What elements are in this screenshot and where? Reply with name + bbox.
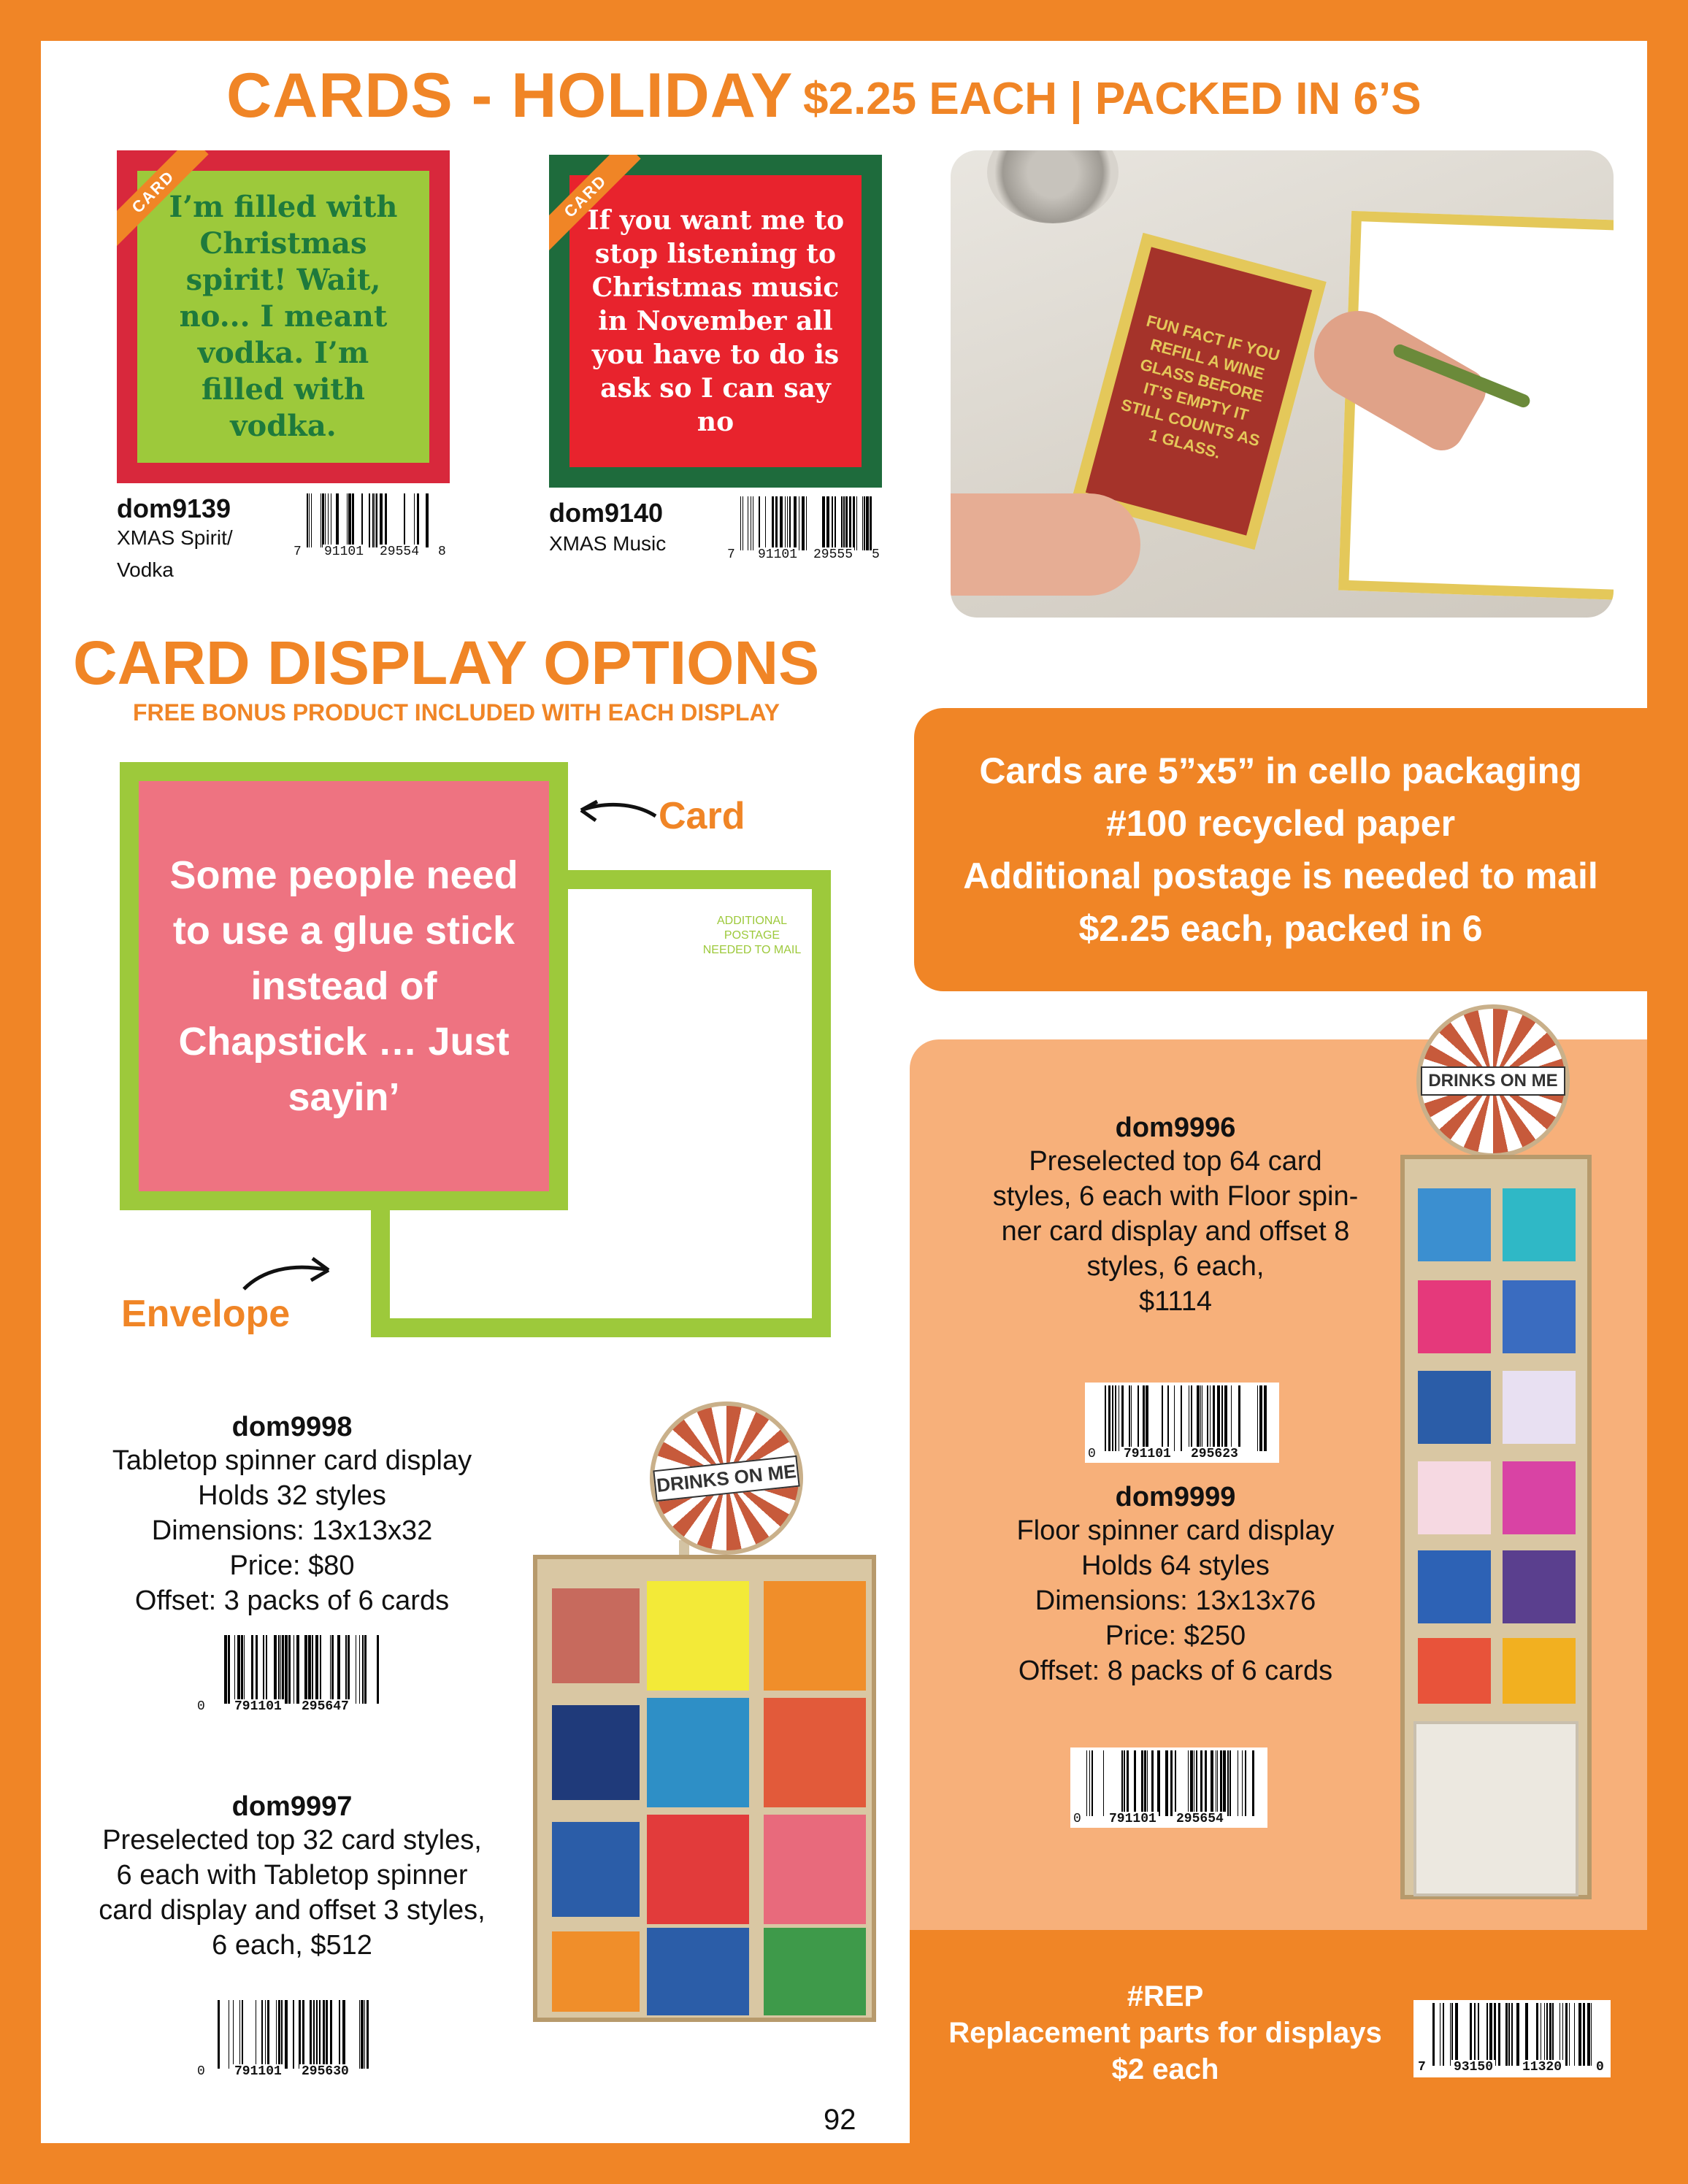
- product-line: card display and offset 3 styles,: [99, 1895, 486, 1926]
- card-label: Card: [659, 795, 745, 837]
- barcode-rep: [1413, 2000, 1611, 2077]
- display-card: [1418, 1280, 1491, 1353]
- barcode-digits: 91101: [324, 545, 364, 559]
- display-card: [1503, 1461, 1576, 1534]
- fun-fact-text: FUN FACT IF YOU REFILL A WINE GLASS BEFORE IT’S EMPTY IT STILL COUNTS AS 1 GLASS.: [1086, 247, 1312, 535]
- barcode-digits: 29554: [380, 545, 420, 559]
- barcode-digits: 791101: [1121, 1447, 1173, 1461]
- replacement-parts-text: [910, 1978, 1421, 2088]
- barcode-digit: 0: [197, 2064, 205, 2079]
- display-card: [552, 1705, 640, 1800]
- decor-disc: [987, 150, 1119, 223]
- display-card: [764, 1581, 866, 1691]
- barcode-bars: [212, 1635, 380, 1704]
- barcode-bars: [1086, 1750, 1254, 1816]
- product-block-dom9997: [80, 1791, 504, 1963]
- product-line: Tabletop spinner card display: [112, 1445, 472, 1476]
- holding-hand: [951, 493, 1140, 596]
- info-line: $2.25 each, packed in 6: [1078, 908, 1483, 949]
- barcode-dom9996: [1085, 1383, 1279, 1463]
- display-card: [1418, 1550, 1491, 1623]
- product-line: Dimensions: 13x13x76: [1035, 1585, 1316, 1616]
- barcode-digit: 7: [1418, 2060, 1426, 2075]
- barcode-digit: 0: [1088, 1447, 1096, 1461]
- display-card: [552, 1588, 640, 1683]
- sku-dom9999: dom9999: [1115, 1482, 1236, 1512]
- info-line: Cards are 5”x5” in cello packaging: [979, 750, 1582, 791]
- floor-spinner-photo: [1387, 1004, 1606, 1910]
- page-subtitle: $2.25 EACH | PACKED IN 6’S: [803, 74, 1422, 124]
- barcode-digits: 791101: [232, 1699, 284, 1714]
- display-card: [1418, 1371, 1491, 1444]
- barcode-digits: 11320: [1520, 2060, 1564, 2075]
- spinner-body: [1400, 1155, 1592, 1899]
- info-line: Additional postage is needed to mail: [963, 855, 1598, 896]
- display-card: [764, 1815, 866, 1924]
- card-writing-photo: [951, 150, 1614, 618]
- drinks-on-me-logo: [650, 1401, 803, 1555]
- barcode-digits: 295630: [299, 2064, 351, 2079]
- barcode-digits: 295623: [1189, 1447, 1240, 1461]
- display-card: [1503, 1638, 1576, 1704]
- sku-dom9998: dom9998: [231, 1412, 353, 1442]
- barcode-dom9139: [294, 493, 447, 558]
- product-line: $1114: [1138, 1286, 1213, 1317]
- display-card: [647, 1928, 749, 2015]
- section-subtitle-display-options: FREE BONUS PRODUCT INCLUDED WITH EACH DISPLAY: [133, 699, 780, 726]
- display-card: [1418, 1188, 1491, 1261]
- envelope-label: Envelope: [121, 1293, 291, 1335]
- barcode-digit: 0: [1073, 1812, 1081, 1826]
- barcode-bars: [1101, 1385, 1269, 1451]
- barcode-digits: 295647: [299, 1699, 351, 1714]
- sku-dom9140: dom9140: [549, 498, 664, 528]
- display-card: [1503, 1371, 1576, 1444]
- barcode-dom9997: [197, 2000, 380, 2080]
- product-block-dom9996: [971, 1112, 1380, 1319]
- rep-sku: #REP: [1127, 1980, 1204, 2012]
- card-arrow-icon: [577, 797, 657, 826]
- product-line: 6 each, $512: [212, 1930, 372, 1961]
- barcode-digit: 7: [294, 545, 302, 559]
- product-line: Holds 64 styles: [1081, 1550, 1270, 1581]
- product-line: styles, 6 each with Floor spin-: [992, 1181, 1359, 1212]
- spinner-base: [1413, 1721, 1578, 1896]
- product-line: Offset: 3 packs of 6 cards: [134, 1585, 450, 1616]
- barcode-digit: 8: [438, 545, 446, 559]
- product-image-dom9140: [549, 155, 882, 488]
- sku-desc-line1: XMAS Spirit/: [117, 526, 233, 549]
- drinks-on-me-logo: [1416, 1004, 1570, 1158]
- spinner-body: [533, 1555, 876, 2022]
- card-corner-tag: CARD: [549, 155, 641, 252]
- barcode-dom9140: [727, 496, 881, 561]
- display-card: [1503, 1188, 1576, 1261]
- product-line: Price: $80: [229, 1550, 355, 1581]
- barcode-digits: 93150: [1451, 2060, 1495, 2075]
- product-line: ner card display and offset 8: [1001, 1216, 1350, 1247]
- product-line: Preselected top 64 card: [1029, 1146, 1322, 1177]
- info-line: #100 recycled paper: [1105, 803, 1456, 844]
- barcode-digits: 29555: [813, 547, 853, 562]
- sku-dom9996: dom9996: [1115, 1112, 1236, 1143]
- page-number: 92: [824, 2104, 856, 2136]
- logo-text: DRINKS ON ME: [1421, 1066, 1565, 1096]
- barcode-digits: 791101: [232, 2064, 284, 2079]
- rep-desc: Replacement parts for displays: [948, 2017, 1382, 2049]
- display-card: [764, 1928, 866, 2015]
- postage-note: ADDITIONAL POSTAGE NEEDED TO MAIL: [702, 915, 802, 956]
- sample-card-text: Some people need to use a glue stick instead of Chapstick … Just sayin’: [158, 800, 530, 1172]
- card-info-box: [914, 708, 1647, 991]
- card-message: I’m filled with Christmas spirit! Wait, no... I meant vodka. I’m filled with vodka.: [137, 171, 429, 463]
- barcode-bars: [212, 2000, 380, 2069]
- sku-dom9997: dom9997: [231, 1791, 353, 1822]
- display-card: [1503, 1280, 1576, 1353]
- product-block-dom9998: [80, 1412, 504, 1618]
- sku-desc-line1: XMAS Music: [549, 532, 667, 555]
- display-card: [647, 1698, 749, 1807]
- product-block-dom9999: [971, 1482, 1380, 1688]
- display-card: [647, 1815, 749, 1924]
- product-line: Preselected top 32 card styles,: [102, 1825, 482, 1856]
- barcode-digit: 0: [197, 1699, 205, 1714]
- product-line: styles, 6 each,: [1086, 1251, 1265, 1282]
- product-line: Price: $250: [1105, 1620, 1246, 1651]
- display-card: [764, 1698, 866, 1807]
- product-line: 6 each with Tabletop spinner: [116, 1860, 468, 1891]
- product-line: Dimensions: 13x13x32: [151, 1515, 433, 1546]
- product-line: Holds 32 styles: [198, 1480, 386, 1511]
- barcode-bars: [740, 496, 872, 550]
- display-card: [647, 1581, 749, 1691]
- page-title: CARDS - HOLIDAY: [226, 61, 794, 131]
- display-card: [1503, 1550, 1576, 1623]
- card-message: If you want me to stop listening to Christmas music in November all you have to do is ask so I can say no: [569, 175, 862, 467]
- product-line: Offset: 8 packs of 6 cards: [1018, 1656, 1333, 1686]
- barcode-digits: 91101: [758, 547, 798, 562]
- section-title-display-options: CARD DISPLAY OPTIONS: [73, 628, 820, 697]
- product-image-dom9139: [117, 150, 450, 483]
- envelope-arrow-icon: [241, 1248, 336, 1292]
- barcode-digits: 791101: [1107, 1812, 1159, 1826]
- tabletop-spinner-photo: [526, 1401, 891, 2073]
- barcode-digit: 7: [727, 547, 735, 562]
- barcode-bars: [307, 493, 438, 547]
- display-card: [552, 1822, 640, 1917]
- barcode-dom9999: [1070, 1747, 1267, 1828]
- card-corner-tag: CARD: [117, 150, 209, 247]
- sku-dom9139: dom9139: [117, 493, 231, 523]
- display-card: [552, 1931, 640, 2012]
- logo-text: DRINKS ON ME: [653, 1455, 799, 1501]
- barcode-digit: 5: [872, 547, 880, 562]
- product-line: Floor spinner card display: [1016, 1515, 1335, 1546]
- sku-desc-line2: Vodka: [117, 558, 174, 581]
- barcode-digits: 295654: [1174, 1812, 1226, 1826]
- card-envelope-diagram: [117, 759, 847, 1343]
- rep-price: $2 each: [1111, 2053, 1219, 2085]
- barcode-dom9998: [197, 1635, 380, 1715]
- barcode-digit: 0: [1596, 2060, 1604, 2075]
- display-card: [1418, 1638, 1491, 1704]
- barcode-bars: [1432, 2003, 1592, 2066]
- display-card: [1418, 1461, 1491, 1534]
